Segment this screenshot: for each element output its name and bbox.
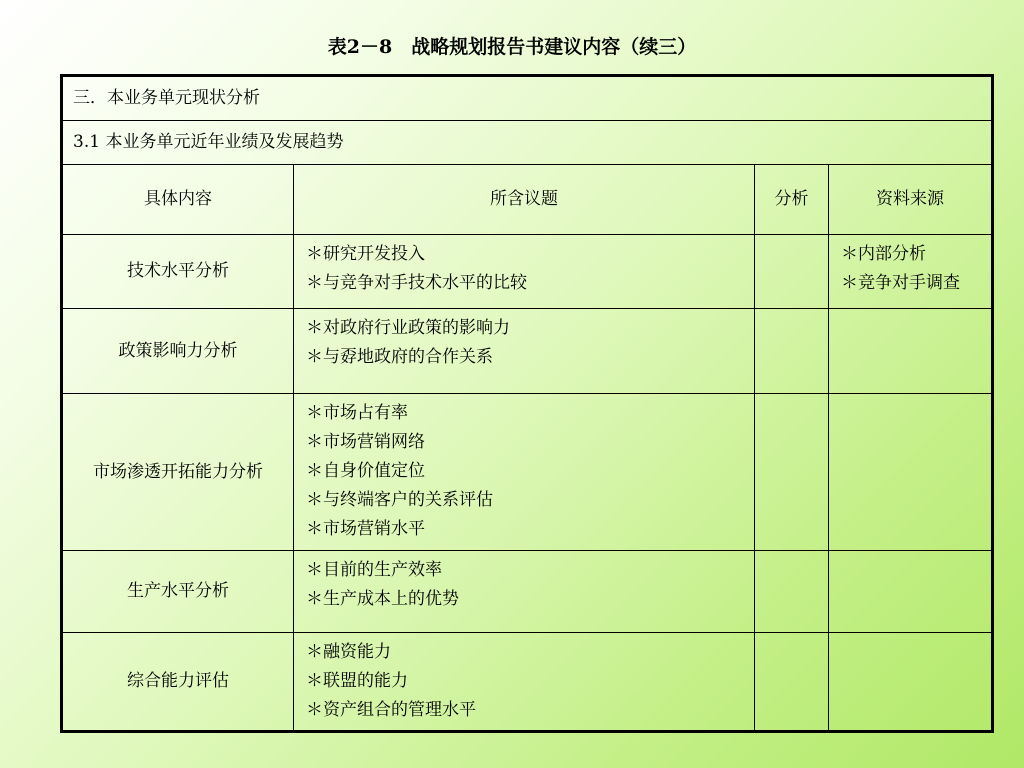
topic-item: ＊资产组合的管理水平 [306, 700, 476, 720]
section-row [62, 76, 993, 121]
analysis-cell [755, 394, 829, 551]
header-cell-sources: 资料来源 [829, 165, 993, 235]
row-name-cell: 技术水平分析 [62, 235, 294, 309]
topic-item: ＊联盟的能力 [306, 671, 408, 691]
strategy-report-table [60, 74, 994, 733]
topics-cell [294, 394, 755, 551]
topic-item: ＊生产成本上的优势 [306, 589, 459, 609]
sources-cell [829, 551, 993, 633]
source-item: ＊竞争对手调查 [841, 273, 960, 293]
analysis-cell [755, 551, 829, 633]
sources-cell [829, 309, 993, 394]
sources-cell [829, 235, 993, 309]
row-name-cell: 生产水平分析 [62, 551, 294, 633]
topic-item: ＊市场占有率 [306, 403, 408, 423]
topic-item: ＊研究开发投入 [306, 244, 425, 264]
topic-item: ＊市场营销水平 [306, 519, 425, 539]
subsection-heading: 3.1 本业务单元近年业绩及发展趋势 [62, 121, 993, 165]
table-row [62, 633, 993, 732]
table-row [62, 394, 993, 551]
topic-item: ＊目前的生产效率 [306, 560, 442, 580]
header-cell-topics: 所含议题 [294, 165, 755, 235]
topic-item: ＊自身价值定位 [306, 461, 425, 481]
slide-title: 表2－8 战略规划报告书建议内容（续三） [327, 36, 697, 58]
analysis-cell [755, 633, 829, 732]
row-name-cell: 市场渗透开拓能力分析 [62, 394, 294, 551]
topics-cell [294, 551, 755, 633]
topic-item: ＊市场营销网络 [306, 432, 425, 452]
header-row [62, 165, 993, 235]
analysis-cell [755, 309, 829, 394]
row-name-cell: 政策影响力分析 [62, 309, 294, 394]
topics-cell [294, 309, 755, 394]
topic-item: ＊与终端客户的关系评估 [306, 490, 493, 510]
topics-cell [294, 633, 755, 732]
topic-item: ＊融资能力 [306, 642, 391, 662]
topic-item: ＊与竞争对手技术水平的比较 [306, 273, 527, 293]
header-cell-content: 具体内容 [62, 165, 294, 235]
subsection-row [62, 121, 993, 165]
topic-item: ＊对政府行业政策的影响力 [306, 318, 510, 338]
section-heading: 三．本业务单元现状分析 [62, 76, 993, 121]
analysis-cell [755, 235, 829, 309]
table-row [62, 309, 993, 394]
source-item: ＊内部分析 [841, 244, 926, 264]
sources-cell [829, 394, 993, 551]
table-row [62, 235, 993, 309]
sources-cell [829, 633, 993, 732]
topics-cell [294, 235, 755, 309]
row-name-cell: 综合能力评估 [62, 633, 294, 732]
topic-item: ＊与孬地政府的合作关系 [306, 347, 493, 367]
header-cell-analysis: 分析 [755, 165, 829, 235]
table-row [62, 551, 993, 633]
